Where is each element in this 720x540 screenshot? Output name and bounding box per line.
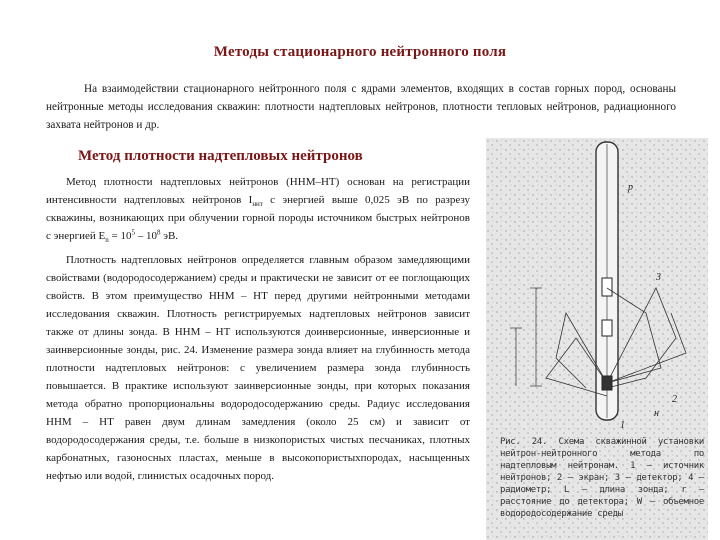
label-p: р [628,182,633,193]
section-heading: Метод плотности надтепловых нейтронов [78,148,363,164]
para2-text: Плотность надтепловых нейтронов определяется главным образом замедляющими свойствами (водородосодержанием) среды и практически не зависит от ее поглощающих свойств. В этом преимущество ННМ – НТ перед другими нейтронными методами исследования скважин. Плотность регистрируемых надтепловых нейтронов зависит также от длины зонда. В ННМ – НТ используются доинверсионные, инверсионные и заинверсионные зонды, рис. 24. Изменение размера зонда влияет на глубинность метода плотности надтепловых нейтронов: с увеличением размера зонда глубинность повышается. В практике используют заинверсионные зонды, при которых показания метода обратно пропорциональны водородосодержанию среды. Радиус исследования ННМ – НТ равен двум длинам замедления (около 25 см) и зависит от водородосодержания среды, т.е. больше в низкопористых чистых песчаниках, плотных карбонатных, газоносных пластах, меньше в высокопористыхпородах, насыщенных нефтью или водой, глинистых осадочных пород. [46,254,470,482]
screen-element [602,320,612,336]
label-3: 3 [656,272,661,283]
para1-text-b: с энергией выше 0,025 эВ по разрезу скважины, возникающих при облучении горной породы источником быстрых нейтронов с энергией Е [46,194,471,242]
para1-text-c: = 10 [108,230,132,242]
label-1: 1 [620,420,625,431]
para1-superscript-2: 8 [156,228,161,237]
para1-subscript: ннт [252,200,263,209]
intro-paragraph [46,80,676,134]
label-h: н [654,408,659,419]
detector-element [602,278,612,296]
page-title: Методы стационарного нейтронного поля [213,44,507,60]
para1-superscript-1: 5 [131,228,135,237]
label-2: 2 [672,394,677,405]
paragraph-1 [46,173,470,245]
paragraph-2 [46,251,470,485]
para1-subscript-n: n [105,236,109,245]
para1-text-a: Метод плотности надтепловых нейтронов (ННМ–НТ) основан на регистрации интенсивности надтепловых нейтронов I [46,176,470,206]
intro-text: На взаимодействии стационарного нейтронного поля с ядрами элементов, входящих в состав горных пород, основаны нейтронные методы исследования скважин: плотности надтепловых нейтронов, плотности тепловых нейтронов, радиационного захвата нейтронов и др. [46,83,676,131]
body-column [46,173,470,491]
figure-caption: Рис. 24. Схема скважинной установки нейтрон-нейтронного метода по надтепловым нейтронам. 1 – источник нейтронов; 2 – экран; 3 – детектор; 4 – радиометр; L – длина зонда; r – расстояние до детектора; W – объемное водородосодержание среды [500,437,704,519]
para1-text-e: эВ. [160,230,179,242]
para1-text-d: – 10 [134,230,157,242]
